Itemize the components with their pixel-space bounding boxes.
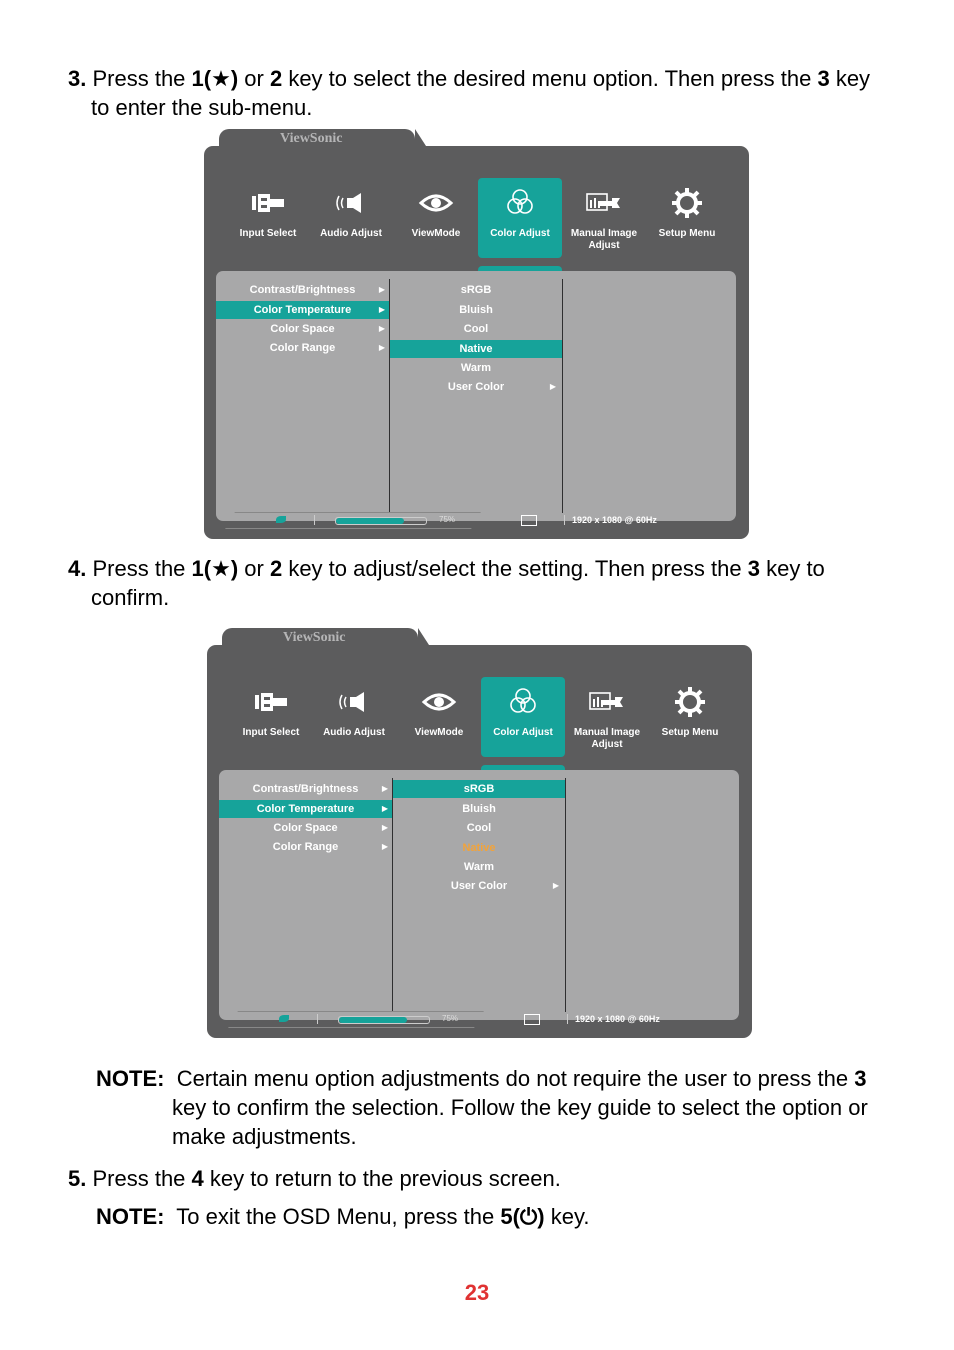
brightness-value: 75% bbox=[439, 515, 456, 524]
brightness-bar-fill bbox=[336, 518, 404, 524]
menu-color-adjust[interactable]: Color Adjust bbox=[478, 178, 562, 258]
aspect-icon bbox=[524, 1014, 540, 1025]
sub-item-color-range[interactable]: Color Range ▶ bbox=[219, 838, 392, 856]
arrow-right-icon: ▶ bbox=[381, 784, 388, 793]
aspect-icon bbox=[521, 515, 537, 526]
sub-item-color-temperature[interactable]: Color Temperature ▶ bbox=[219, 800, 392, 818]
menu-viewmode[interactable]: ViewMode bbox=[394, 178, 478, 258]
option-bluish[interactable]: Bluish bbox=[459, 304, 493, 316]
osd-screenshot-1 bbox=[204, 129, 749, 539]
option-bluish[interactable]: Bluish bbox=[462, 803, 496, 815]
option-user-color[interactable]: User Color ▶ bbox=[393, 877, 565, 895]
menu-panel bbox=[216, 271, 736, 521]
menu-audio-adjust[interactable]: Audio Adjust bbox=[309, 178, 393, 258]
color-circles-icon bbox=[478, 186, 562, 220]
option-cool[interactable]: Cool bbox=[466, 822, 492, 834]
input-select-icon bbox=[226, 186, 310, 220]
menu-color-adjust[interactable]: Color Adjust bbox=[481, 677, 565, 757]
eco-icon bbox=[276, 516, 286, 523]
menu-input-select[interactable]: Input Select bbox=[226, 178, 310, 258]
option-user-color[interactable]: User Color ▶ bbox=[390, 378, 562, 396]
note-1: NOTE: Certain menu option adjustments do not require the user to press the 3 key to confirm the selection. Follow the key guide to select the option or make adjustments. bbox=[96, 1066, 868, 1149]
menu-panel bbox=[219, 770, 739, 1020]
brightness-value: 75% bbox=[442, 1014, 459, 1023]
menu-manual-image-adjust[interactable]: Manual Image Adjust bbox=[562, 178, 646, 258]
menu-setup-menu[interactable]: Setup Menu bbox=[648, 677, 732, 757]
step-3: 3. Press the 1(★) or 2 key to select the desired menu option. Then press the 3 key to enter the sub-menu. bbox=[68, 66, 871, 120]
color-circles-icon bbox=[481, 685, 565, 719]
menu-audio-adjust[interactable]: Audio Adjust bbox=[312, 677, 396, 757]
wrench-icon bbox=[562, 186, 646, 220]
option-srgb[interactable]: sRGB bbox=[460, 284, 492, 296]
arrow-right-icon: ▶ bbox=[378, 305, 385, 314]
arrow-right-icon: ▶ bbox=[378, 285, 385, 294]
arrow-right-icon: ▶ bbox=[378, 343, 385, 352]
brightness-bar bbox=[335, 517, 427, 525]
menu-setup-menu[interactable]: Setup Menu bbox=[645, 178, 729, 258]
gear-icon bbox=[648, 685, 732, 719]
arrow-right-icon: ▶ bbox=[549, 382, 556, 391]
menu-input-select[interactable]: Input Select bbox=[229, 677, 313, 757]
wrench-icon bbox=[565, 685, 649, 719]
arrow-right-icon: ▶ bbox=[381, 842, 388, 851]
option-warm[interactable]: Warm bbox=[463, 861, 495, 873]
option-native[interactable]: Native bbox=[462, 842, 496, 854]
eco-icon bbox=[279, 1015, 289, 1022]
resolution-text: 1920 x 1080 @ 60Hz bbox=[575, 1014, 660, 1024]
sub-item-color-space[interactable]: Color Space ▶ bbox=[219, 819, 392, 837]
menu-manual-image-adjust[interactable]: Manual Image Adjust bbox=[565, 677, 649, 757]
sub-item-color-range[interactable]: Color Range ▶ bbox=[216, 339, 389, 357]
eye-icon bbox=[397, 685, 481, 719]
note-2: NOTE: To exit the OSD Menu, press the 5(⏻) key. bbox=[96, 1204, 590, 1229]
speaker-icon bbox=[312, 685, 396, 719]
step-4: 4. Press the 1(★) or 2 key to adjust/select the setting. Then press the 3 key to confirm. bbox=[68, 556, 825, 610]
sub-item-contrast-brightness[interactable]: Contrast/Brightness ▶ bbox=[219, 780, 392, 798]
step-5: 5. Press the 4 key to return to the previous screen. bbox=[68, 1166, 561, 1191]
option-cool[interactable]: Cool bbox=[463, 323, 489, 335]
arrow-right-icon: ▶ bbox=[378, 324, 385, 333]
viewsonic-logo: ViewSonic bbox=[280, 131, 343, 146]
option-srgb[interactable]: sRGB bbox=[393, 780, 565, 798]
option-warm[interactable]: Warm bbox=[460, 362, 492, 374]
brightness-bar-fill bbox=[339, 1017, 407, 1023]
osd-screenshot-2 bbox=[207, 628, 752, 1038]
page-number: 23 bbox=[464, 1280, 490, 1305]
arrow-right-icon: ▶ bbox=[381, 823, 388, 832]
resolution-text: 1920 x 1080 @ 60Hz bbox=[572, 515, 657, 525]
speaker-icon bbox=[309, 186, 393, 220]
eye-icon bbox=[394, 186, 478, 220]
brightness-bar bbox=[338, 1016, 430, 1024]
sub-item-contrast-brightness[interactable]: Contrast/Brightness ▶ bbox=[216, 281, 389, 299]
sub-item-color-temperature[interactable]: Color Temperature ▶ bbox=[216, 301, 389, 319]
arrow-right-icon: ▶ bbox=[381, 804, 388, 813]
gear-icon bbox=[645, 186, 729, 220]
viewsonic-logo: ViewSonic bbox=[283, 630, 346, 645]
sub-item-color-space[interactable]: Color Space ▶ bbox=[216, 320, 389, 338]
arrow-right-icon: ▶ bbox=[552, 881, 559, 890]
option-native[interactable]: Native bbox=[390, 340, 562, 358]
input-select-icon bbox=[229, 685, 313, 719]
menu-viewmode[interactable]: ViewMode bbox=[397, 677, 481, 757]
